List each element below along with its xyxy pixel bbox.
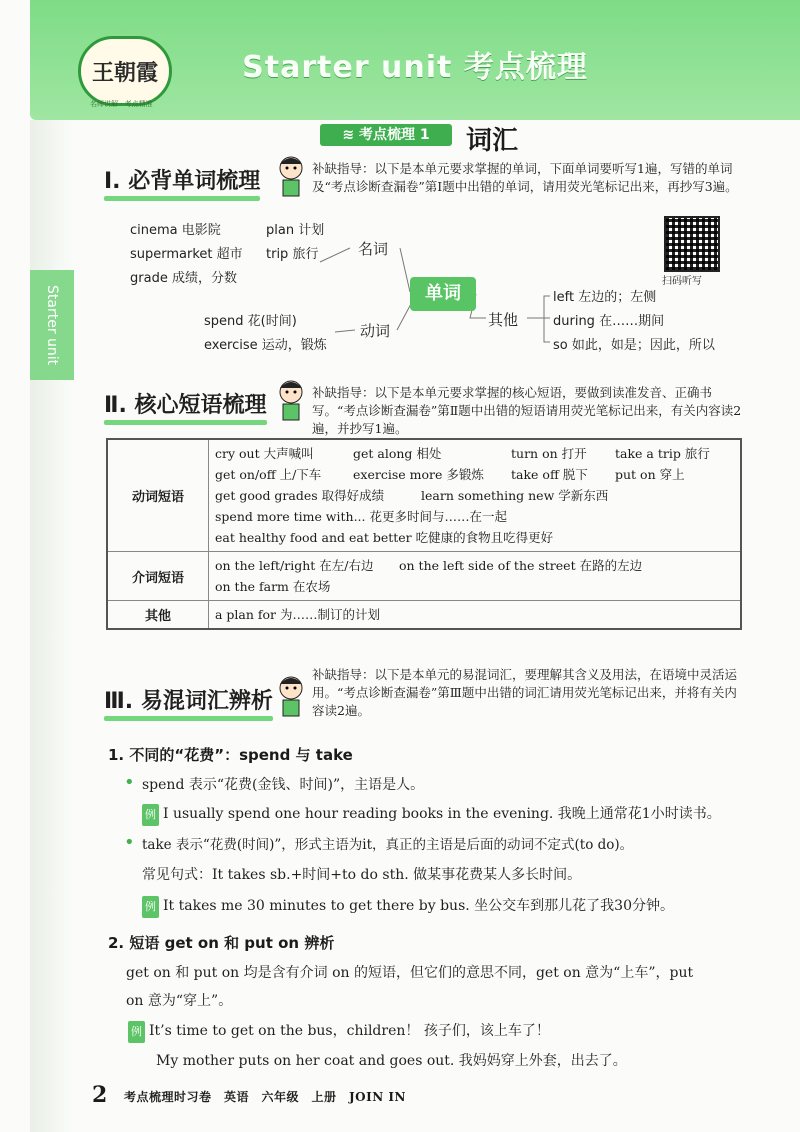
part2-heading: Ⅱ. 核心短语梳理: [104, 388, 267, 419]
bullet-dot: •: [124, 832, 135, 853]
brand-logo-sub: 名师讲解 · 考点精准: [90, 100, 153, 108]
footer-text: 考点梳理时习卷 英语 六年级 上册 JOIN IN: [124, 1090, 406, 1104]
category-cell: 其他: [107, 601, 209, 630]
noun-list: [130, 219, 243, 291]
other-item: during 在……期间: [553, 314, 665, 329]
subsection-2-title: 2. 短语 get on 和 put on 辨析: [108, 934, 335, 952]
noun-item: plan 计划: [266, 223, 325, 238]
subsection-1-title: 1. 不同的“花费”：spend 与 take: [108, 746, 353, 764]
s2-body-line2: on 意为“穿上”。: [126, 993, 233, 1009]
qr-code[interactable]: [664, 216, 720, 272]
verb-item: spend 花(时间): [204, 314, 297, 329]
category-cell: 动词短语: [107, 439, 209, 552]
other-item: left 左边的；左侧: [553, 290, 657, 305]
verb-label: 动词: [360, 322, 391, 340]
qr-label: 扫码听写: [662, 276, 702, 287]
example-badge: 例: [128, 1021, 145, 1043]
noun-label: 名词: [358, 240, 389, 258]
category-cell: 介词短语: [107, 552, 209, 601]
page-number: 2: [92, 1082, 108, 1108]
example-1: 例 I usually spend one hour reading books in the evening. 我晚上通常花1小时读书。: [142, 803, 752, 826]
noun-item: trip 旅行: [266, 247, 319, 262]
part3-hint: 补缺指导：以下是本单元的易混词汇，要理解其含义及用法，在语境中灵活运用。“考点诊断查漏卷”第Ⅲ题中出错的词汇请用荧光笔标记出来，并将有关内容读2遍。: [312, 667, 738, 718]
table-row: [107, 439, 741, 552]
take-usage: take 表示“花费(时间)”，形式主语为it，真正的主语是后面的动词不定式(to do)。: [142, 837, 634, 853]
example-3: 例 It’s time to get on the bus，children！ 孩子们，该上车了！: [128, 1020, 728, 1043]
table-row: [107, 601, 741, 630]
part1-heading: Ⅰ. 必背单词梳理: [104, 164, 260, 195]
noun-item: cinema 电影院: [130, 223, 221, 238]
mindmap-center: 单词: [410, 277, 476, 311]
example-4: My mother puts on her coat and goes out. 我妈妈穿上外套，出去了。: [156, 1053, 627, 1069]
take-pattern: 常见句式：It takes sb.+时间+to do sth. 做某事花费某人多长时间。: [142, 867, 582, 883]
other-item: so 如此，如是；因此，所以: [553, 338, 715, 353]
other-label: 其他: [488, 311, 519, 329]
s2-body-line1: get on 和 put on 均是含有介词 on 的短语，但它们的意思不同，get on 意为“上车”，put: [126, 965, 694, 981]
side-tab: Starter unit: [30, 270, 74, 380]
table-row: [107, 552, 741, 601]
noun-list-2: [266, 219, 324, 267]
kid-mascot-icon: [272, 674, 310, 718]
verb-item: exercise 运动，锻炼: [204, 338, 327, 353]
noun-item: supermarket 超市: [130, 247, 243, 262]
part1-hint: 补缺指导：以下是本单元要求掌握的单词，下面单词要听写1遍，写错的单词及“考点诊断查漏卷”第Ⅰ题中出错的单词，请用荧光笔标记出来，再抄写3遍。: [312, 161, 738, 194]
part2-hint: 补缺指导：以下是本单元要求掌握的核心短语，要做到读准发音、正确书写。“考点诊断查漏卷”第Ⅱ题中出错的短语请用荧光笔标记出来，有关内容读2遍，并抄写1遍。: [312, 385, 742, 436]
brand-logo: 王朝霞: [78, 36, 172, 106]
section-title: 词汇: [466, 126, 519, 156]
phrases-cell: cry out 大声喊叫 get along 相处 turn on 打开 take a trip 旅行 get on/off 上/下车 exercise more 多锻炼 take off 脱下 put on 穿上 get good grades 取得好成绩 learn something new 学新东西 spend more time with... 花更多时间与……在一起 eat healthy food and eat better 吃健康的食物且吃得更好: [209, 439, 742, 552]
noun-item: grade 成绩，分数: [130, 271, 237, 286]
example-badge: 例: [142, 804, 159, 826]
bullet-dot: •: [124, 772, 135, 793]
section-chip: ≋ 考点梳理 1: [320, 124, 452, 146]
spend-usage: spend 表示“花费(金钱、时间)”，主语是人。: [142, 777, 425, 793]
example-badge: 例: [142, 896, 159, 918]
phrases-cell: on the left/right 在左/右边 on the left side of the street 在路的左边 on the farm 在农场: [209, 552, 742, 601]
other-list: [553, 286, 715, 358]
example-2: 例 It takes me 30 minutes to get there by bus. 坐公交车到那儿花了我30分钟。: [142, 895, 742, 918]
verb-list: [204, 310, 327, 358]
page-title: Starter unit 考点梳理: [242, 50, 588, 85]
kid-mascot-icon: [272, 378, 310, 422]
phrases-cell: a plan for 为……制订的计划: [209, 601, 742, 630]
phrase-table: [106, 438, 742, 630]
part3-heading: Ⅲ. 易混词汇辨析: [104, 684, 273, 715]
